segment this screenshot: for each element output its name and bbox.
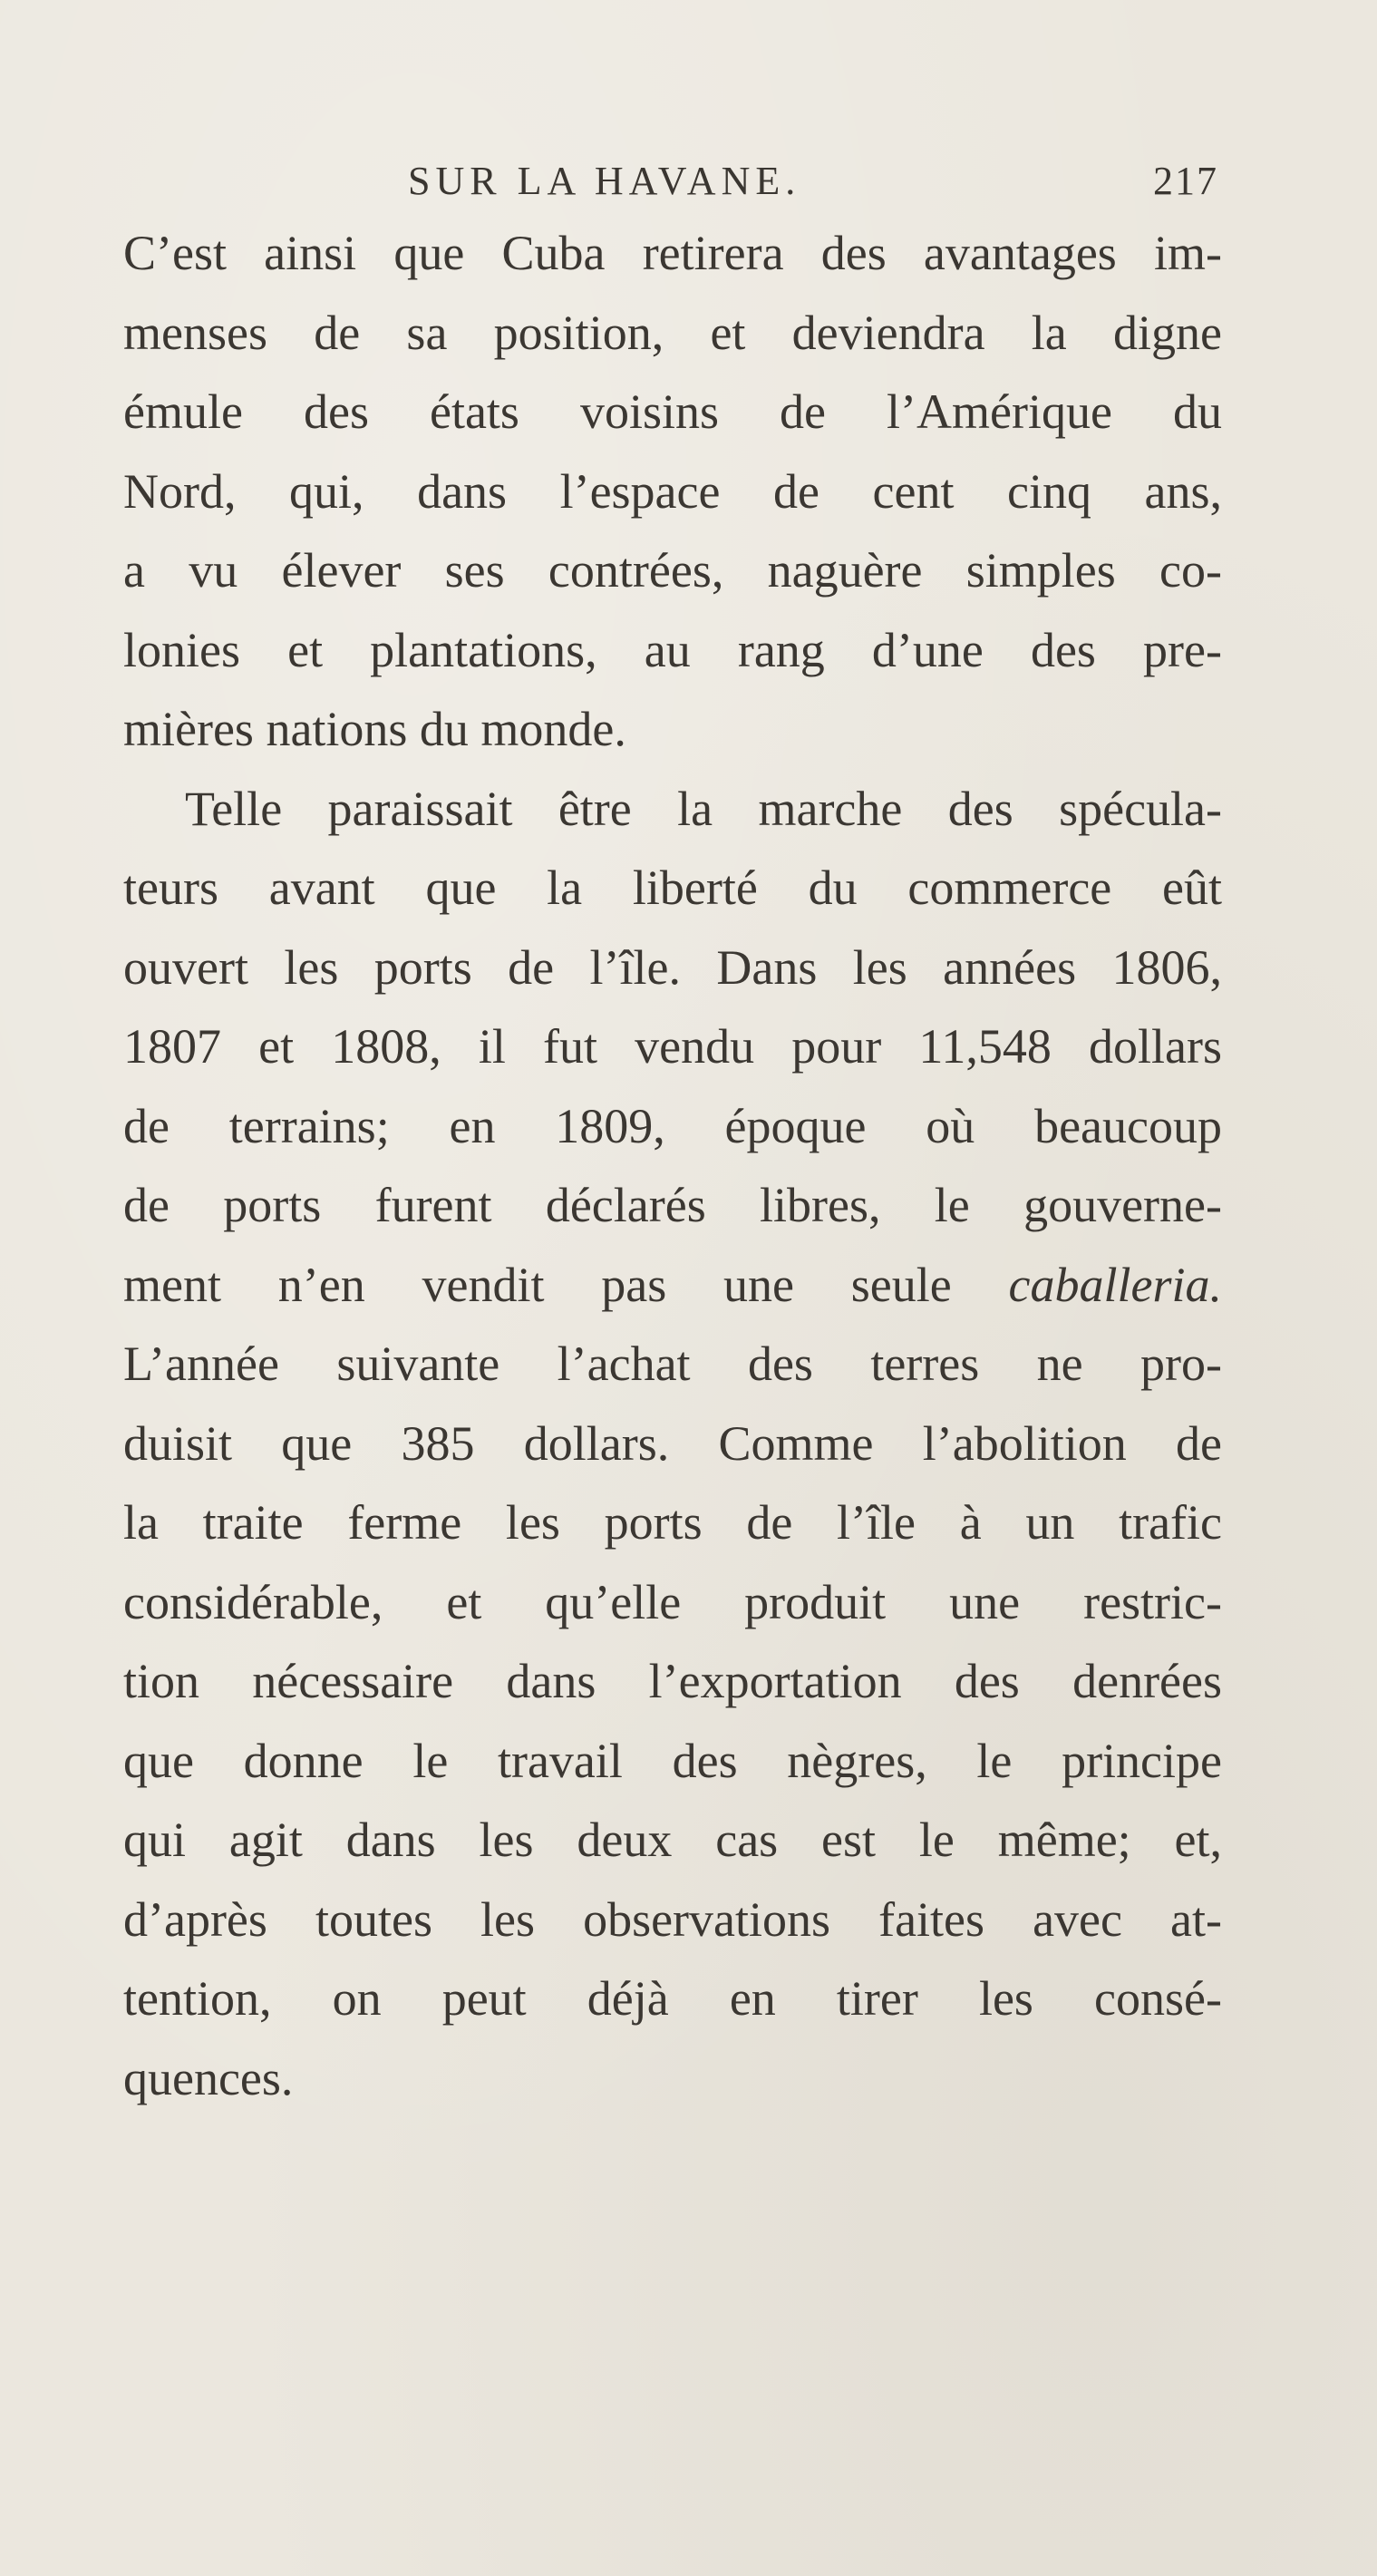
text-line: a vu élever ses contrées, naguère simples co-	[123, 543, 1222, 598]
text-line: tention, on peut déjà en tirer les consé-	[123, 1971, 1222, 2026]
text-line: teurs avant que la liberté du commerce eût	[123, 860, 1222, 915]
text-line: Nord, qui, dans l’espace de cent cinq ans,	[123, 463, 1222, 519]
text-line: Telle paraissait être la marche des spécula-	[185, 781, 1222, 836]
text-line: lonies et plantations, au rang d’une des pre-	[123, 622, 1222, 677]
text-line: qui agit dans les deux cas est le même; et,	[123, 1813, 1222, 1867]
italic-term: caballeria.	[1008, 1257, 1222, 1312]
text-line-with-italic	[123, 1246, 1222, 1326]
text-line: 1807 et 1808, il fut vendu pour 11,548 dollars	[123, 1019, 1222, 1074]
text-line: que donne le travail des nègres, le principe	[123, 1733, 1222, 1788]
paragraph-2	[123, 770, 1222, 2119]
text-line: C’est ainsi que Cuba retirera des avantages im-	[123, 226, 1222, 280]
page-number: 217	[1153, 159, 1218, 203]
running-title: SUR LA HAVANE.	[408, 159, 801, 203]
text-line: émule des états voisins de l’Amérique du	[123, 384, 1222, 439]
text-line: quences.	[123, 2050, 294, 2105]
body-text	[123, 214, 1222, 2118]
text-line: menses de sa position, et deviendra la digne	[123, 305, 1222, 360]
text-run: ment n’en vendit pas une seule	[123, 1257, 952, 1312]
text-line: tion nécessaire dans l’exportation des denrées	[123, 1654, 1222, 1708]
text-line: de terrains; en 1809, époque où beaucoup	[123, 1098, 1222, 1153]
paragraph-1	[123, 214, 1222, 770]
running-head	[0, 154, 1377, 209]
text-line: duisit que 385 dollars. Comme l’abolition de	[123, 1415, 1222, 1471]
text-line: L’année suivante l’achat des terres ne pro-	[123, 1337, 1222, 1391]
text-line: la traite ferme les ports de l’île à un trafic	[123, 1495, 1222, 1550]
text-line: ouvert les ports de l’île. Dans les années 1806,	[123, 939, 1222, 995]
text-line: mières nations du monde.	[123, 702, 626, 756]
text-line: considérable, et qu’elle produit une restric-	[123, 1574, 1222, 1629]
text-line: de ports furent déclarés libres, le gouverne-	[123, 1178, 1222, 1232]
text-line: d’après toutes les observations faites avec at-	[123, 1891, 1222, 1947]
